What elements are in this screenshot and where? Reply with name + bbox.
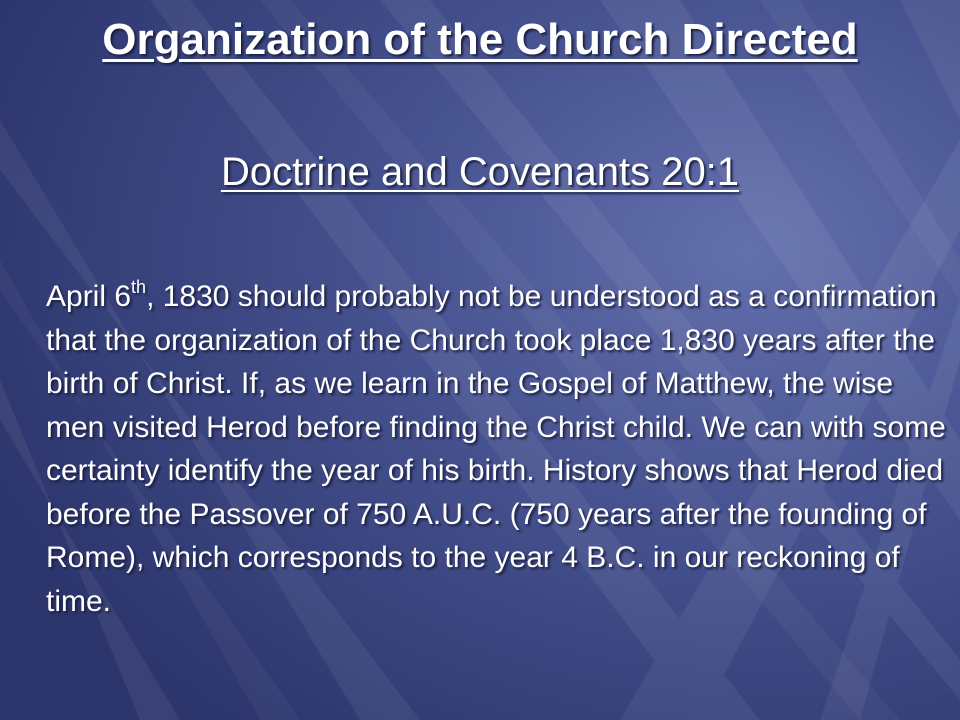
date-superscript: th [131,277,147,297]
body-paragraph [46,275,951,623]
slide-title: Organization of the Church Directed [102,15,858,64]
scripture-reference: Doctrine and Covenants 20:1 [220,150,740,194]
date-prefix: April 6 [46,280,132,313]
body-text: , 1830 should probably not be understood as a confirmation that the organization of the Church took place 1,830 years after the birth of Christ. If, as we learn in the Gospel of Matthew, the wise men visited Herod before finding the Christ child. We can with some certainty identify the year of his birth. History shows that Herod died before the Passover of 750 A.U.C. (750 years after the founding of Rome), which corresponds to the year 4 B.C. in our reckoning of time. [46,280,946,618]
